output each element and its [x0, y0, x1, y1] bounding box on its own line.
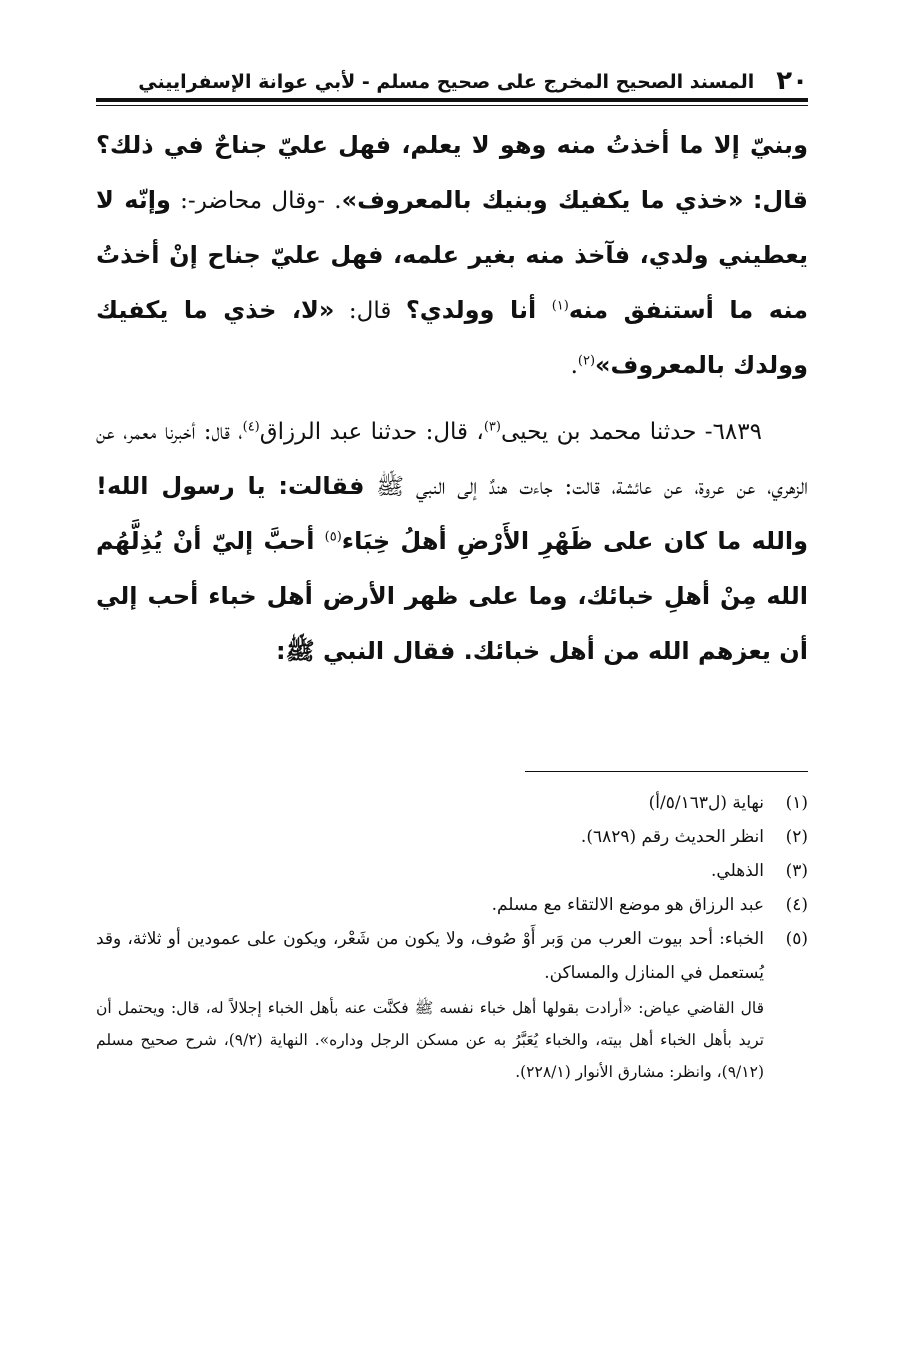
- page-number: ٢٠: [776, 66, 808, 96]
- footnote-ref-1[interactable]: (١): [551, 298, 569, 314]
- matn-text: فقالت: يا رسول الله! والله ما كان على ظَهْرِ الأَرْضِ أهلُ خِبَاء: [96, 472, 808, 555]
- footnote-text: الذهلي.: [711, 861, 764, 881]
- plain-text: . -وقال محاضر-:: [170, 188, 342, 214]
- footnote-separator: [525, 771, 808, 772]
- footnote-text: عبد الرزاق هو موضع الالتقاء مع مسلم.: [491, 895, 764, 915]
- footnote-4: [96, 888, 808, 922]
- footnote-number: (٤): [785, 895, 808, 915]
- footnote-1: [96, 786, 808, 820]
- footnote-number: (١): [785, 793, 808, 813]
- footnote-number: (٢): [785, 827, 808, 847]
- footnote-5: [96, 922, 808, 990]
- footnote-3: [96, 854, 808, 888]
- plain-text: .: [570, 353, 578, 379]
- page-header: [96, 60, 808, 96]
- paragraph-continued: [96, 118, 808, 393]
- hadith-6839: [96, 405, 808, 679]
- header-rule: [96, 98, 808, 102]
- main-text: [96, 118, 808, 679]
- matn-text: أحبَّ إليّ أنْ يُذِلَّهُم الله مِنْ أهلِ خبائك، وما على ظهر الأرض أهل خباء أحب إلي أن يعزهم الله من أهل خبائك. فقال النبي ﷺ:: [96, 527, 808, 665]
- plain-text: قال:: [334, 298, 406, 324]
- running-title: المسند الصحيح المخرج على صحيح مسلم - لأبي عوانة الإسفراييني: [138, 71, 755, 93]
- prophet-quote: «لا، خذي ما يكفيك وولدك بالمعروف»: [96, 296, 808, 379]
- bold-text: وبنيّ إلا ما أخذتُ منه وهو لا يعلم، فهل عليّ جناحٌ في ذلك؟ قال:: [96, 131, 808, 214]
- footnotes: [96, 786, 808, 1088]
- footnote-text: نهاية (ل٥/١٦٣/أ): [648, 793, 764, 813]
- bold-text: أنا وولدي؟: [405, 296, 552, 324]
- isnad-text: ٦٨٣٩- حدثنا محمد بن يحيى: [500, 419, 762, 445]
- footnote-ref-4[interactable]: (٤): [242, 419, 260, 435]
- footnote-number: (٣): [785, 861, 808, 881]
- isnad-text: ، قال: حدثنا عبد الرزاق: [259, 419, 484, 445]
- footnote-2: [96, 820, 808, 854]
- footnote-5-quote: قال القاضي عياض: «أرادت بقولها أهل خباء نفسه ﷺ فكنَّت عنه بأهل الخباء إجلالاً له، قال: ويحتمل أن تريد بأهل الخباء أهل بيته، والخباء يُعَبَّرُ به عن مسكن الرجل وداره». النهاية (٩/٢)، شرح صحيح مسلم (٩/١٢)، وانظر: مشارق الأنوار (٢٢٨/١).: [96, 999, 765, 1081]
- footnote-ref-5[interactable]: (٥): [324, 529, 342, 545]
- footnote-ref-2[interactable]: (٢): [577, 353, 596, 369]
- footnote-ref-3[interactable]: (٣): [483, 419, 501, 435]
- prophet-quote: «خذي ما يكفيك وبنيك بالمعروف»: [341, 186, 744, 214]
- footnote-number: (٥): [785, 929, 808, 949]
- header-rule-thin: [96, 105, 808, 106]
- isnad-text: ، قال: أخبرنا معمر، عن الزهري، عن عروة، عن عائشة، قالت: جاءت هندٌ إلى النبي ﷺ: [96, 419, 809, 500]
- footnote-text: الخباء: أحد بيوت العرب من وَبر أَوْ صُوف، ولا يكون من شَعْر، ويكون على عمودين أو ثلاثة، وقد يُستعمل في المنازل والمساكن.: [96, 929, 764, 983]
- footnote-text: انظر الحديث رقم (٦٨٢٩).: [580, 827, 764, 847]
- bold-text: وإنّه لا يعطيني ولدي، فآخذ منه بغير علمه، فهل عليّ جناح إنْ أخذتُ منه ما أستنفق منه: [96, 186, 808, 324]
